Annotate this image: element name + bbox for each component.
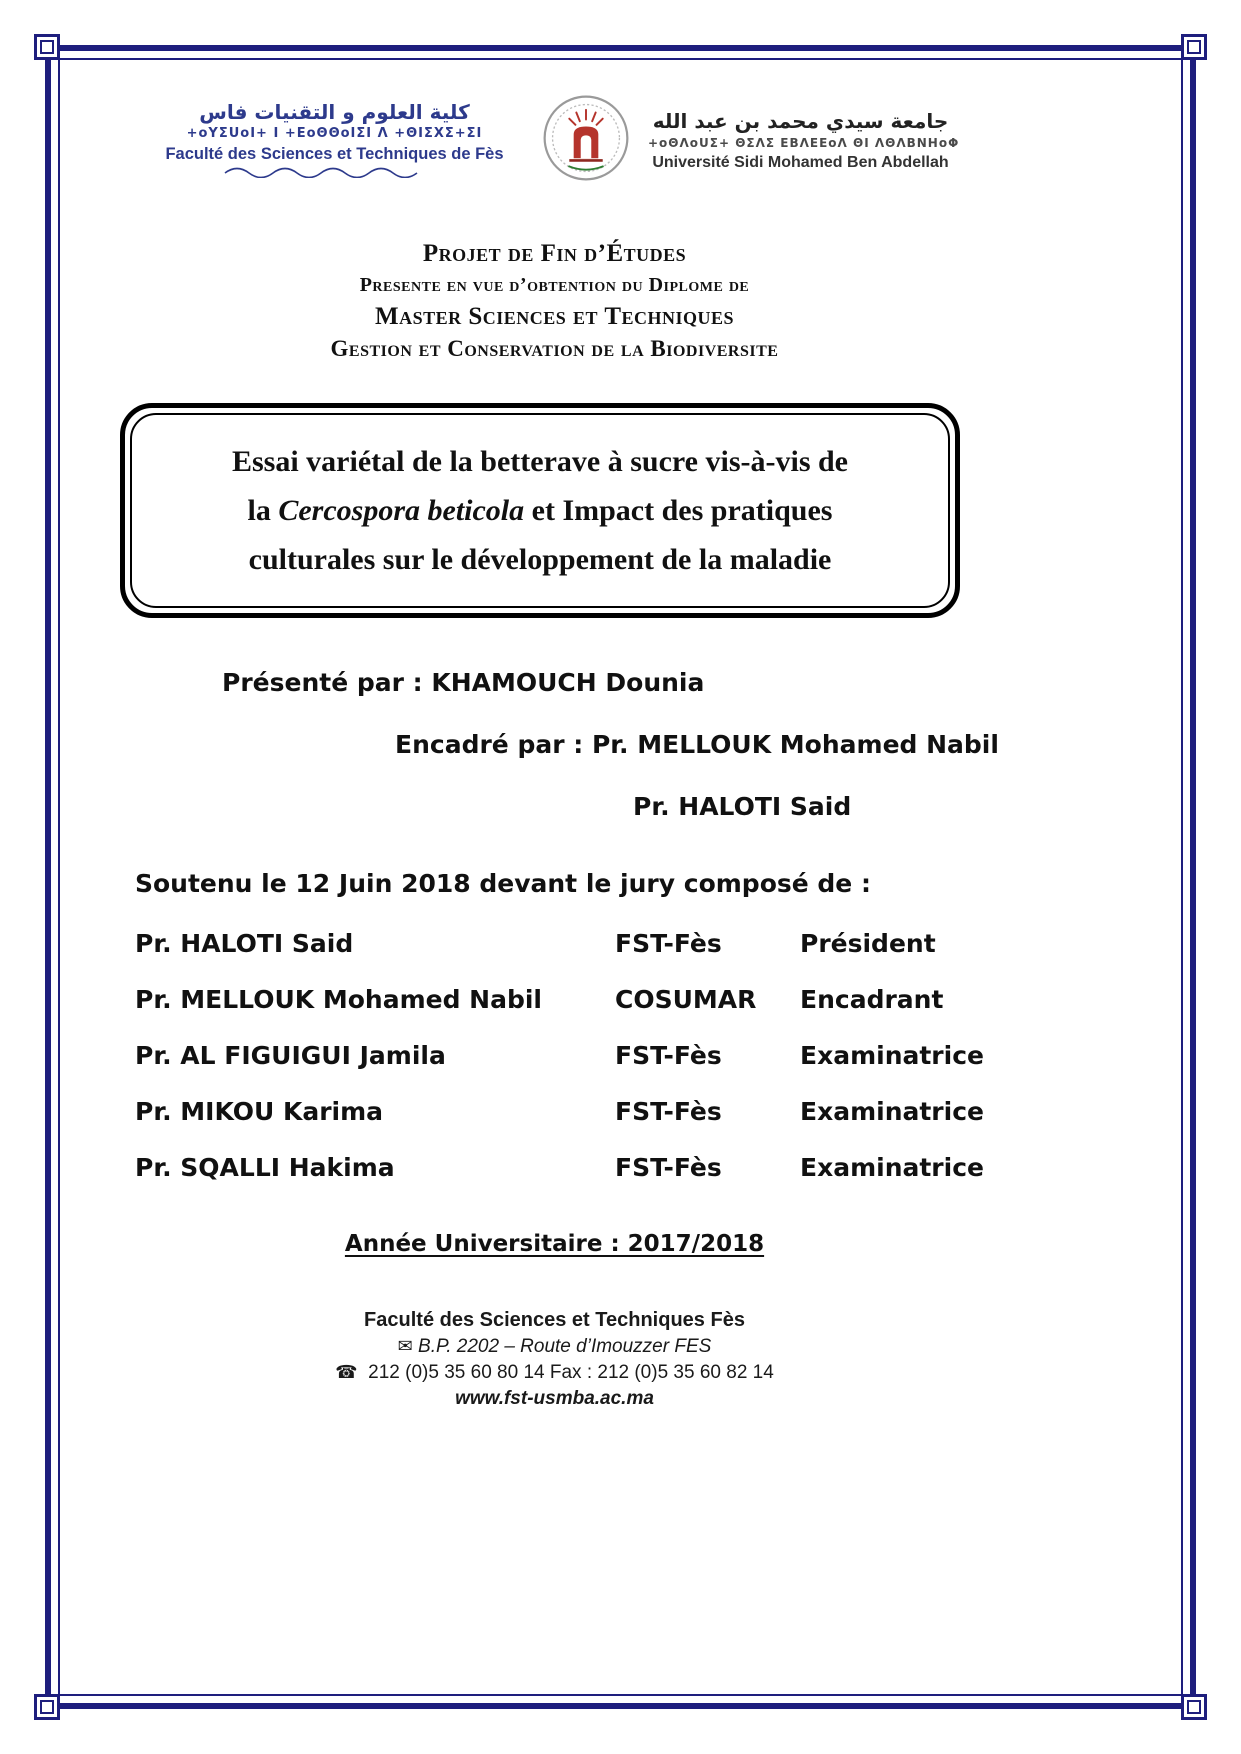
academic-year-line: [62, 1229, 1047, 1259]
faculty-arabic-name: كلية العلوم و التقنيات فاس: [199, 99, 470, 124]
footer-faculty-name: Faculté des Sciences et Techniques Fès: [364, 1309, 745, 1331]
student-name: KHAMOUCH Dounia: [431, 668, 705, 697]
mail-icon: ✉: [397, 1336, 413, 1357]
university-arabic-name: جامعة سيدي محمد بن عبد الله: [652, 108, 949, 133]
presented-by-line: [222, 666, 1047, 700]
university-seal-logo: [542, 94, 630, 187]
header-logos: [62, 94, 1047, 187]
jury-member-name: Pr. MIKOU Karima: [135, 1097, 384, 1126]
degree-line: Master Sciences et Techniques: [374, 303, 735, 330]
decorative-flourish: [220, 166, 450, 178]
thesis-title: [130, 413, 950, 608]
jury-member-role: Examinatrice: [800, 1041, 984, 1070]
jury-member-org: FST-Fès: [615, 929, 722, 958]
corner-ornament-bottom-right: [1181, 1694, 1207, 1720]
jury-member-role: Encadrant: [800, 985, 944, 1014]
academic-year-text: Année Universitaire : 2017/2018: [344, 1231, 765, 1257]
jury-row: [135, 928, 1047, 959]
jury-row: [135, 984, 1047, 1015]
thesis-title-line3: culturales sur le développement de la maladie: [248, 543, 832, 576]
presented-section: [62, 666, 1047, 824]
supervisor-2-line: [633, 790, 1047, 824]
footer-contact-block: [62, 1307, 1047, 1412]
supervised-by-line: [395, 728, 1047, 762]
corner-ornament-top-left: [34, 34, 60, 60]
jury-member-name: Pr. HALOTI Said: [135, 929, 354, 958]
faculty-tifinagh-name: +oYΣUoI+ I +ΕoΘΘoIΣI Λ +ΘIΣXΣ+ΣI: [186, 125, 483, 141]
page-content: [62, 58, 1047, 1412]
university-french-name: Université Sidi Mohamed Ben Abdellah: [652, 153, 949, 171]
thesis-title-box: [120, 403, 960, 618]
footer-phone-line: [62, 1360, 1047, 1386]
jury-member-org: FST-Fès: [615, 1153, 722, 1182]
jury-member-org: FST-Fès: [615, 1041, 722, 1070]
corner-ornament-bottom-left: [34, 1694, 60, 1720]
project-type-line: Projet de Fin d’Études: [422, 240, 687, 267]
footer-website: www.fst-usmba.ac.ma: [455, 1388, 654, 1409]
university-tifinagh-name: +oΘΛoUΣ+ ΘΣΛΣ ΕΒΛΕΕoΛ ΘI ΛΘΛΒΝΗoΦ: [648, 135, 960, 150]
specialty-line: Gestion et Conservation de la Biodiversite: [330, 336, 779, 361]
jury-member-name: Pr. AL FIGUIGUI Jamila: [135, 1041, 446, 1070]
jury-member-name: Pr. SQALLI Hakima: [135, 1153, 395, 1182]
jury-member-org: COSUMAR: [615, 985, 757, 1014]
phone-icon: ☎: [335, 1362, 358, 1383]
jury-row: [135, 1152, 1047, 1183]
jury-member-role: Président: [800, 929, 936, 958]
jury-member-org: FST-Fès: [615, 1097, 722, 1126]
thesis-title-line2: [144, 486, 936, 535]
jury-member-role: Examinatrice: [800, 1153, 984, 1182]
jury-row: [135, 1040, 1047, 1071]
university-logo-block: [648, 108, 960, 174]
presented-by-label: Présenté par :: [222, 668, 432, 697]
thesis-title-line2-post: et Impact des pratiques: [524, 494, 833, 527]
jury-member-name: Pr. MELLOUK Mohamed Nabil: [135, 985, 542, 1014]
jury-member-role: Examinatrice: [800, 1097, 984, 1126]
jury-heading: Soutenu le 12 Juin 2018 devant le jury composé de :: [135, 869, 871, 898]
thesis-title-line1: Essai variétal de la betterave à sucre vis-à-vis de: [231, 445, 848, 478]
footer-address-line: [62, 1334, 1047, 1360]
jury-section: [62, 868, 1047, 1183]
diploma-intro: [62, 237, 1047, 365]
presented-for-line: Presente en vue d’obtention du Diplome de: [359, 274, 750, 296]
thesis-title-species-name: Cercospora beticola: [278, 494, 525, 527]
supervised-by-label: Encadré par :: [395, 730, 592, 759]
thesis-title-line2-pre: la: [247, 494, 279, 527]
corner-ornament-top-right: [1181, 34, 1207, 60]
faculty-french-name: Faculté des Sciences et Techniques de Fès: [165, 144, 504, 163]
faculty-logo-block: [157, 99, 512, 183]
footer-address-text: B.P. 2202 – Route d’Imouzzer FES: [418, 1336, 712, 1357]
footer-phone-text: 212 (0)5 35 60 80 14 Fax : 212 (0)5 35 60 82 14: [368, 1362, 774, 1383]
supervisor-1-name: Pr. MELLOUK Mohamed Nabil: [591, 730, 999, 759]
jury-row: [135, 1096, 1047, 1127]
supervisor-2-name: Pr. HALOTI Said: [633, 792, 852, 821]
